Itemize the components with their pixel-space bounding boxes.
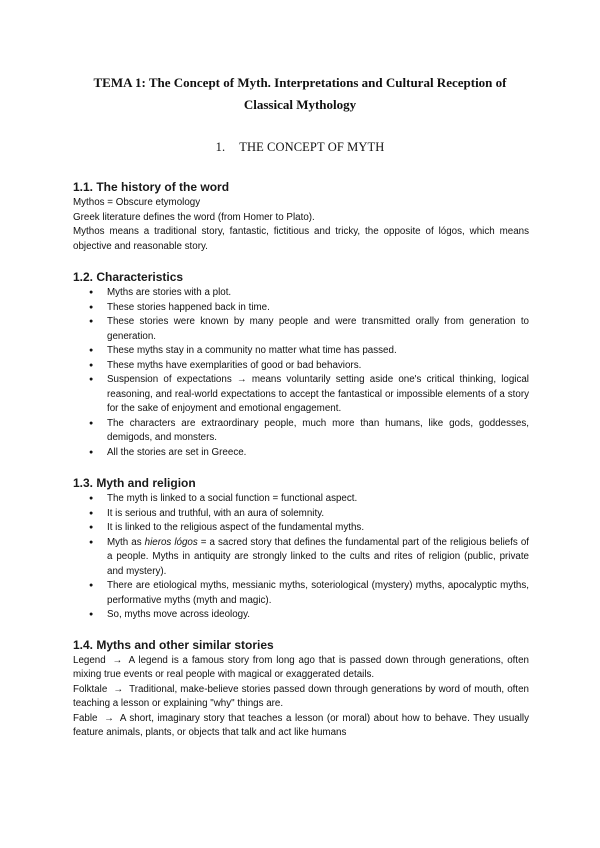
legend-definition: A legend is a famous story from long ago that is passed down through generations, often mixing true events or real people with magical or exaggerated details. [73, 654, 529, 680]
list-item: ● The myth is linked to a social function = functional aspect. [107, 492, 529, 507]
hieros-logos-term: hieros lógos [144, 536, 198, 548]
hieros-logos-definition: = a sacred story that defines the fundamental part of the religious beliefs of a people. Myths in antiquity are strongly linked to the cults and rites of religion (public, private and mystery). [107, 536, 530, 577]
paragraph-folktale [73, 683, 529, 712]
paragraph-mythos-meaning: Mythos means a traditional story, fantastic, fictitious and tricky, the opposite of lógos, which means objective and reasonable story. [73, 226, 529, 252]
document-title [60, 72, 540, 116]
folktale-definition: Traditional, make-believe stories passed down through generations by word of mouth, often teaching a lesson or explaining "why" things are. [73, 683, 530, 709]
list-item: ● These stories happened back in time. [107, 301, 529, 316]
list-item: ● All the stories are set in Greece. [107, 446, 529, 461]
religion-list [73, 492, 529, 623]
list-item: ● There are etiological myths, messianic myths, soteriological (mystery) myths, apocalyptic myths, performative myths (myth and magic). [107, 579, 529, 608]
right-arrow-icon: → [112, 654, 123, 666]
section-number: 1. [215, 140, 226, 154]
list-item-hieros-logos [107, 536, 529, 580]
legend-term: Legend [73, 654, 106, 666]
heading-myth-and-religion: 1.3. Myth and religion [73, 476, 196, 490]
list-item: ● These myths stay in a community no matter what time has passed. [107, 344, 529, 359]
document-title-line-1: TEMA 1: The Concept of Myth. Interpretations and Cultural Reception of [93, 75, 507, 90]
list-item: ● So, myths move across ideology. [107, 608, 529, 623]
paragraph-greek-literature: Greek literature defines the word (from Homer to Plato). [73, 211, 315, 223]
paragraph-mythos-etymology: Mythos = Obscure etymology [73, 197, 201, 208]
list-item: ● It is linked to the religious aspect of the fundamental myths. [107, 521, 529, 536]
section-title-text: THE CONCEPT OF MYTH [239, 140, 385, 154]
paragraph-fable [73, 712, 529, 741]
fable-definition: A short, imaginary story that teaches a lesson (or moral) about how to behave. They usually feature animals, plants, or objects that talk and act like humans [73, 712, 529, 738]
hieros-logos-prefix: Myth as [107, 536, 145, 548]
right-arrow-icon: → [113, 683, 124, 695]
characteristics-list [73, 286, 529, 460]
folktale-term: Folktale [73, 683, 108, 695]
heading-history-of-word: 1.1. The history of the word [73, 180, 230, 194]
list-item: ● These myths have exemplarities of good or bad behaviors. [107, 359, 529, 374]
document-title-line-2: Classical Mythology [243, 97, 357, 112]
list-item: ● Suspension of expectations → means voluntarily setting aside one's critical thinking, logical reasoning, and real-world expectations to accept the fantastical or impossible elements of a story for the sake of enjoyment and emotional engagement. [107, 373, 529, 417]
list-item: ● These stories were known by many people and were transmitted orally from generation to generation. [107, 315, 529, 344]
heading-myths-and-similar-stories: 1.4. Myths and other similar stories [73, 637, 274, 652]
paragraph-legend [73, 654, 529, 683]
section-title [0, 140, 600, 155]
list-item: ● It is serious and truthful, with an aura of solemnity. [107, 507, 529, 522]
document-body [73, 178, 529, 741]
heading-characteristics: 1.2. Characteristics [73, 270, 184, 284]
list-item: ● The characters are extraordinary people, much more than humans, like gods, goddesses, demigods, and monsters. [107, 417, 529, 446]
fable-term: Fable [73, 712, 98, 724]
right-arrow-icon: → [104, 712, 114, 724]
list-item: ● Myths are stories with a plot. [107, 286, 529, 301]
